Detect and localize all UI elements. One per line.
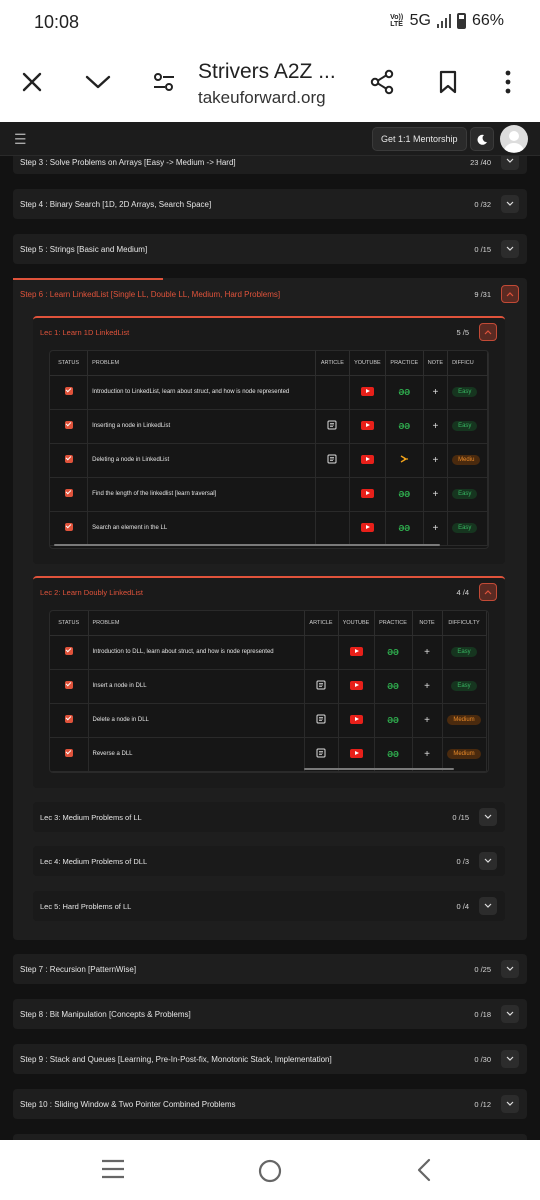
column-header: DIFFICULTY <box>442 611 486 635</box>
status-checkbox[interactable] <box>65 489 73 497</box>
table-row <box>50 635 486 669</box>
lecture-row[interactable] <box>33 846 505 876</box>
bookmark-icon[interactable] <box>430 64 466 100</box>
chevron-down-icon[interactable] <box>479 897 497 915</box>
difficulty-badge: Mediu <box>452 455 480 465</box>
step-label: Step 5 : Strings [Basic and Medium] <box>20 245 148 254</box>
status-checkbox[interactable] <box>65 455 73 463</box>
chevron-down-icon[interactable] <box>501 1050 519 1068</box>
column-header: ARTICLE <box>315 351 349 375</box>
home-icon[interactable] <box>257 1158 283 1184</box>
difficulty-badge: Easy <box>452 387 477 397</box>
status-checkbox[interactable] <box>65 421 73 429</box>
column-header: DIFFICU <box>448 351 488 375</box>
lecture-count: 0 /3 <box>456 857 469 866</box>
problem-title: Introduction to LinkedList, learn about struct, and how is node represented <box>88 375 316 409</box>
chevron-down-icon[interactable] <box>501 195 519 213</box>
status-checkbox[interactable] <box>65 715 73 723</box>
theme-toggle-moon-icon[interactable] <box>470 127 494 151</box>
column-header: PROBLEM <box>88 611 304 635</box>
step-label: Step 8 : Bit Manipulation [Concepts & Problems] <box>20 1010 191 1019</box>
problem-title: Search an element in the LL <box>88 511 316 545</box>
chevron-down-icon[interactable] <box>501 156 519 170</box>
youtube-icon[interactable] <box>361 523 374 532</box>
gfg-icon[interactable]: ƏƏ <box>398 421 411 431</box>
gfg-icon[interactable]: ƏƏ <box>398 489 411 499</box>
progress-indicator <box>13 278 163 280</box>
chevron-up-icon[interactable] <box>501 285 519 303</box>
add-note-icon[interactable]: + <box>432 488 439 500</box>
table-row <box>50 737 486 771</box>
column-header: NOTE <box>423 351 447 375</box>
problem-title: Deleting a node in LinkedList <box>88 443 316 477</box>
problem-title: Inserting a node in LinkedList <box>88 409 316 443</box>
site-header <box>0 122 540 156</box>
youtube-icon[interactable] <box>350 681 363 690</box>
mentorship-button[interactable]: Get 1:1 Mentorship <box>372 127 467 151</box>
gfg-icon[interactable]: ƏƏ <box>387 647 399 657</box>
column-header: STATUS <box>50 351 88 375</box>
gfg-icon[interactable]: ƏƏ <box>398 523 411 533</box>
status-time: 10:08 <box>34 12 80 32</box>
youtube-icon[interactable] <box>361 489 374 498</box>
youtube-icon[interactable] <box>361 387 374 396</box>
column-header: YOUTUBE <box>349 351 385 375</box>
step-row[interactable] <box>13 156 527 174</box>
status-right <box>390 12 504 30</box>
step-label[interactable]: Step 6 : Learn LinkedList [Single LL, Double LL, Medium, Hard Problems] <box>20 290 281 299</box>
problem-title: Reverse a DLL <box>88 737 304 771</box>
problems-table <box>49 610 489 773</box>
table-row <box>50 443 488 477</box>
column-header: STATUS <box>50 611 88 635</box>
youtube-icon[interactable] <box>361 455 374 464</box>
lecture-count: 4 /4 <box>456 588 469 597</box>
chevron-down-icon[interactable] <box>501 240 519 258</box>
add-note-icon[interactable]: + <box>424 646 430 658</box>
chevron-down-icon[interactable] <box>501 1095 519 1113</box>
step-row[interactable] <box>13 234 527 264</box>
table-row <box>50 375 488 409</box>
difficulty-badge: Medium <box>447 749 480 759</box>
network-label: 5G <box>409 12 431 29</box>
difficulty-badge: Easy <box>451 647 476 657</box>
status-checkbox[interactable] <box>65 749 73 757</box>
step-count: 0 /32 <box>474 200 491 209</box>
problems-table-grid <box>50 611 487 772</box>
article-cell <box>315 375 349 409</box>
page-title: Strivers A2Z ... <box>198 60 336 83</box>
problem-title: Insert a node in DLL <box>88 669 304 703</box>
close-icon[interactable] <box>14 64 50 100</box>
sheet-content <box>0 156 540 1140</box>
youtube-icon[interactable] <box>350 647 363 656</box>
add-note-icon[interactable]: + <box>424 714 430 726</box>
difficulty-badge: Easy <box>451 681 476 691</box>
site-settings-icon[interactable] <box>146 64 182 100</box>
page-url[interactable]: takeuforward.org <box>198 88 326 107</box>
chevron-down-icon[interactable] <box>80 64 116 100</box>
problems-table-grid <box>50 351 488 546</box>
youtube-icon[interactable] <box>361 421 374 430</box>
article-icon[interactable] <box>327 454 337 464</box>
gfg-icon[interactable]: ƏƏ <box>387 681 399 691</box>
gfg-icon[interactable]: ƏƏ <box>387 749 399 759</box>
add-note-icon[interactable]: + <box>432 522 439 534</box>
chevron-up-icon[interactable] <box>479 583 497 601</box>
battery-icon <box>457 13 466 29</box>
recent-apps-icon[interactable] <box>100 1158 126 1180</box>
coding-ninjas-icon[interactable] <box>399 454 409 464</box>
youtube-icon[interactable] <box>350 749 363 758</box>
add-note-icon[interactable]: + <box>424 748 430 760</box>
share-icon[interactable] <box>364 64 400 100</box>
chevron-down-icon[interactable] <box>501 960 519 978</box>
status-checkbox[interactable] <box>65 647 73 655</box>
table-row <box>50 409 488 443</box>
step-count: 9 /31 <box>474 290 491 299</box>
gfg-icon[interactable]: ƏƏ <box>398 387 411 397</box>
back-icon[interactable] <box>416 1158 432 1182</box>
step-count: 23 /40 <box>470 158 491 167</box>
lecture-label: Lec 3: Medium Problems of LL <box>40 813 142 822</box>
problem-title: Delete a node in DLL <box>88 703 304 737</box>
step-count: 0 /18 <box>474 1010 491 1019</box>
status-bar <box>0 0 540 46</box>
column-header: NOTE <box>412 611 442 635</box>
browser-toolbar <box>0 46 540 122</box>
step-row[interactable] <box>13 1044 527 1074</box>
table-row <box>50 669 486 703</box>
battery-level: 66% <box>471 12 504 29</box>
lecture-expanded <box>33 576 505 788</box>
lecture-count: 0 /4 <box>456 902 469 911</box>
more-options-icon[interactable] <box>490 64 526 100</box>
step-label: Step 7 : Recursion [PatternWise] <box>20 965 137 974</box>
column-header: YOUTUBE <box>338 611 374 635</box>
difficulty-badge: Easy <box>452 421 477 431</box>
add-note-icon[interactable]: + <box>432 454 439 466</box>
status-checkbox[interactable] <box>65 523 73 531</box>
article-cell <box>315 477 349 511</box>
table-row <box>50 703 486 737</box>
lecture-row[interactable] <box>33 891 505 921</box>
youtube-icon[interactable] <box>350 715 363 724</box>
step-label: Step 9 : Stack and Queues [Learning, Pre-In-Post-fix, Monotonic Stack, Implementation] <box>20 1055 332 1064</box>
chevron-down-icon[interactable] <box>479 852 497 870</box>
article-icon[interactable] <box>316 680 326 690</box>
step-row-expanded <box>13 278 527 940</box>
hamburger-menu-icon[interactable]: ☰ <box>14 131 27 147</box>
horizontal-scrollbar[interactable] <box>54 544 440 546</box>
lecture-count: 5 /5 <box>456 328 469 337</box>
table-row <box>50 477 488 511</box>
lecture-count: 0 /15 <box>452 813 469 822</box>
step-count: 0 /25 <box>474 965 491 974</box>
step-label: Step 3 : Solve Problems on Arrays [Easy -> Medium -> Hard] <box>20 158 236 167</box>
column-header: PROBLEM <box>88 351 316 375</box>
article-icon[interactable] <box>316 714 326 724</box>
article-cell <box>304 635 338 669</box>
status-checkbox[interactable] <box>65 681 73 689</box>
step-row[interactable] <box>13 189 527 219</box>
step-row[interactable] <box>13 954 527 984</box>
table-row <box>50 511 488 545</box>
step-count: 0 /12 <box>474 1100 491 1109</box>
step-count: 0 /30 <box>474 1055 491 1064</box>
article-icon[interactable] <box>316 748 326 758</box>
lecture-label[interactable]: Lec 1: Learn 1D LinkedList <box>40 328 130 337</box>
column-header: ARTICLE <box>304 611 338 635</box>
article-icon[interactable] <box>327 420 337 430</box>
chevron-up-icon[interactable] <box>479 323 497 341</box>
column-header: PRACTICE <box>385 351 423 375</box>
system-nav-bar <box>0 1140 540 1200</box>
lecture-label: Lec 4: Medium Problems of DLL <box>40 857 148 866</box>
lecture-expanded <box>33 316 505 564</box>
avatar[interactable] <box>500 125 528 153</box>
problem-title: Introduction to DLL, learn about struct, and how is node represented <box>88 635 304 669</box>
chevron-down-icon[interactable] <box>501 1005 519 1023</box>
status-checkbox[interactable] <box>65 387 73 395</box>
step-count: 0 /15 <box>474 245 491 254</box>
problems-table <box>49 350 489 549</box>
horizontal-scrollbar[interactable] <box>304 768 454 770</box>
difficulty-badge: Easy <box>452 523 477 533</box>
step-label: Step 10 : Sliding Window & Two Pointer Combined Problems <box>20 1100 236 1109</box>
chevron-down-icon[interactable] <box>479 808 497 826</box>
problem-title: Find the length of the linkedlist [learn traversal] <box>88 477 316 511</box>
add-note-icon[interactable]: + <box>424 680 430 692</box>
add-note-icon[interactable]: + <box>432 420 439 432</box>
difficulty-badge: Medium <box>447 715 480 725</box>
signal-icon <box>437 14 451 28</box>
lecture-label[interactable]: Lec 2: Learn Doubly LinkedList <box>40 588 143 597</box>
gfg-icon[interactable]: ƏƏ <box>387 715 399 725</box>
add-note-icon[interactable]: + <box>432 386 439 398</box>
lecture-label: Lec 5: Hard Problems of LL <box>40 902 132 911</box>
volte-icon: Vo)) LTE <box>390 14 404 28</box>
difficulty-badge: Easy <box>452 489 477 499</box>
column-header: PRACTICE <box>374 611 412 635</box>
step-label: Step 4 : Binary Search [1D, 2D Arrays, Search Space] <box>20 200 212 209</box>
step-row[interactable] <box>13 999 527 1029</box>
article-cell <box>315 511 349 545</box>
lecture-row[interactable] <box>33 802 505 832</box>
step-row[interactable] <box>13 1089 527 1119</box>
